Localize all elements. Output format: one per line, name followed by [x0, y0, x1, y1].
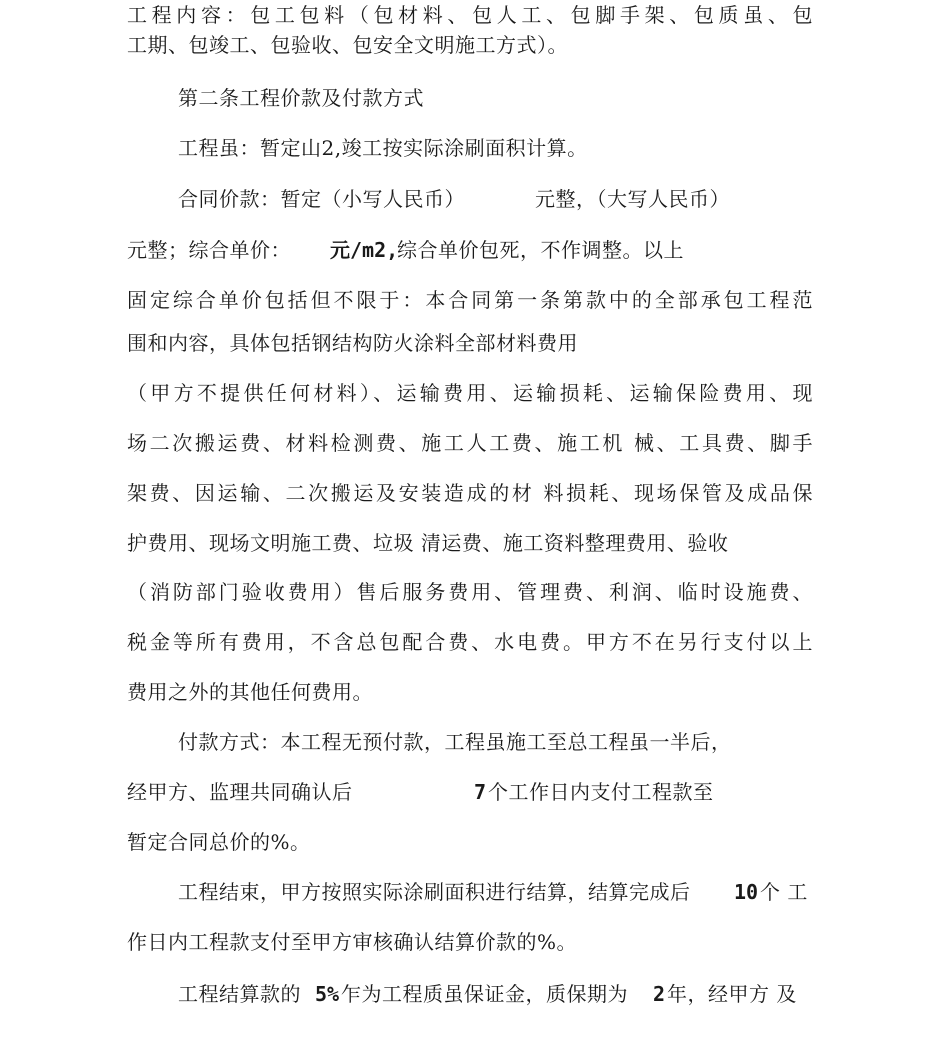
text-line-2: 工期、包竣工、包验收、包安全文明施工方式）。 [127, 33, 568, 57]
text-line-19c: 个 工 [760, 880, 808, 904]
text-line-unit-price-c: 综合单价包死，不作调整。以上 [397, 238, 684, 262]
text-line-14: 税金等所有费用，不含总包配合费、水电费。甲方不在另行支付以上 [127, 630, 813, 654]
text-line-1: 工程内容：包工包料（包材料、包人工、包脚手架、包质虽、包 [127, 3, 813, 27]
text-line-18: 暂定合同总价的%。 [127, 830, 311, 854]
text-line-21e: 年，经甲方 及 [667, 982, 797, 1006]
text-line-8: 围和内容，具体包括钢结构防火涂料全部材料费用 [127, 331, 578, 355]
text-line-unit-price-b: 元/m2, [330, 238, 399, 262]
section-heading: 第二条工程价款及付款方式 [178, 86, 424, 110]
text-line-price-b: 元整，（大写人民币） [535, 187, 730, 211]
text-line-price-a: 合同价款：暂定（小写人民币） [178, 187, 465, 211]
text-line-15: 费用之外的其他任何费用。 [127, 680, 373, 704]
text-line-payment: 付款方式：本工程无预付款，工程虽施工至总工程虽一半后， [178, 730, 732, 754]
text-line-19a: 工程结束，甲方按照实际涂刷面积进行结算，结算完成后 [178, 880, 691, 904]
text-line-unit-price-a: 元整；综合单价： [127, 238, 291, 262]
text-line-17c: 个工作日内支付工程款至 [488, 780, 714, 804]
text-line-9: （甲方不提供任何材料）、运输费用、运输损耗、运输保险费用、现 [127, 381, 813, 405]
text-line-quantity: 工程虽：暂定山2,竣工按实际涂刷面积计算。 [178, 136, 588, 160]
text-line-21a: 工程结算款的 [178, 982, 301, 1006]
text-line-11: 架费、因运输、二次搬运及安装造成的材 料损耗、现场保管及成品保 [127, 481, 813, 505]
text-line-20: 作日内工程款支付至甲方审核确认结算价款的%。 [127, 930, 578, 954]
text-line-17a: 经甲方、监理共同确认后 [127, 780, 353, 804]
text-line-21d: 2 [653, 982, 666, 1006]
text-line-17b: 7 [474, 780, 487, 804]
text-line-19b: 10 [734, 880, 759, 904]
text-line-13: （消防部门验收费用）售后服务费用、管理费、利润、临时设施费、 [127, 580, 813, 604]
text-line-21b: 5% [315, 982, 340, 1006]
text-line-12: 护费用、现场文明施工费、垃圾 清运费、施工资料整理费用、验收 [127, 531, 729, 555]
text-line-21c: 乍为工程质虽保证金，质保期为 [341, 982, 628, 1006]
text-line-7: 固定综合单价包括但不限于：本合同第一条第款中的全部承包工程范 [127, 288, 813, 312]
text-line-10: 场二次搬运费、材料检测费、施工人工费、施工机 械、工具费、脚手 [127, 431, 813, 455]
